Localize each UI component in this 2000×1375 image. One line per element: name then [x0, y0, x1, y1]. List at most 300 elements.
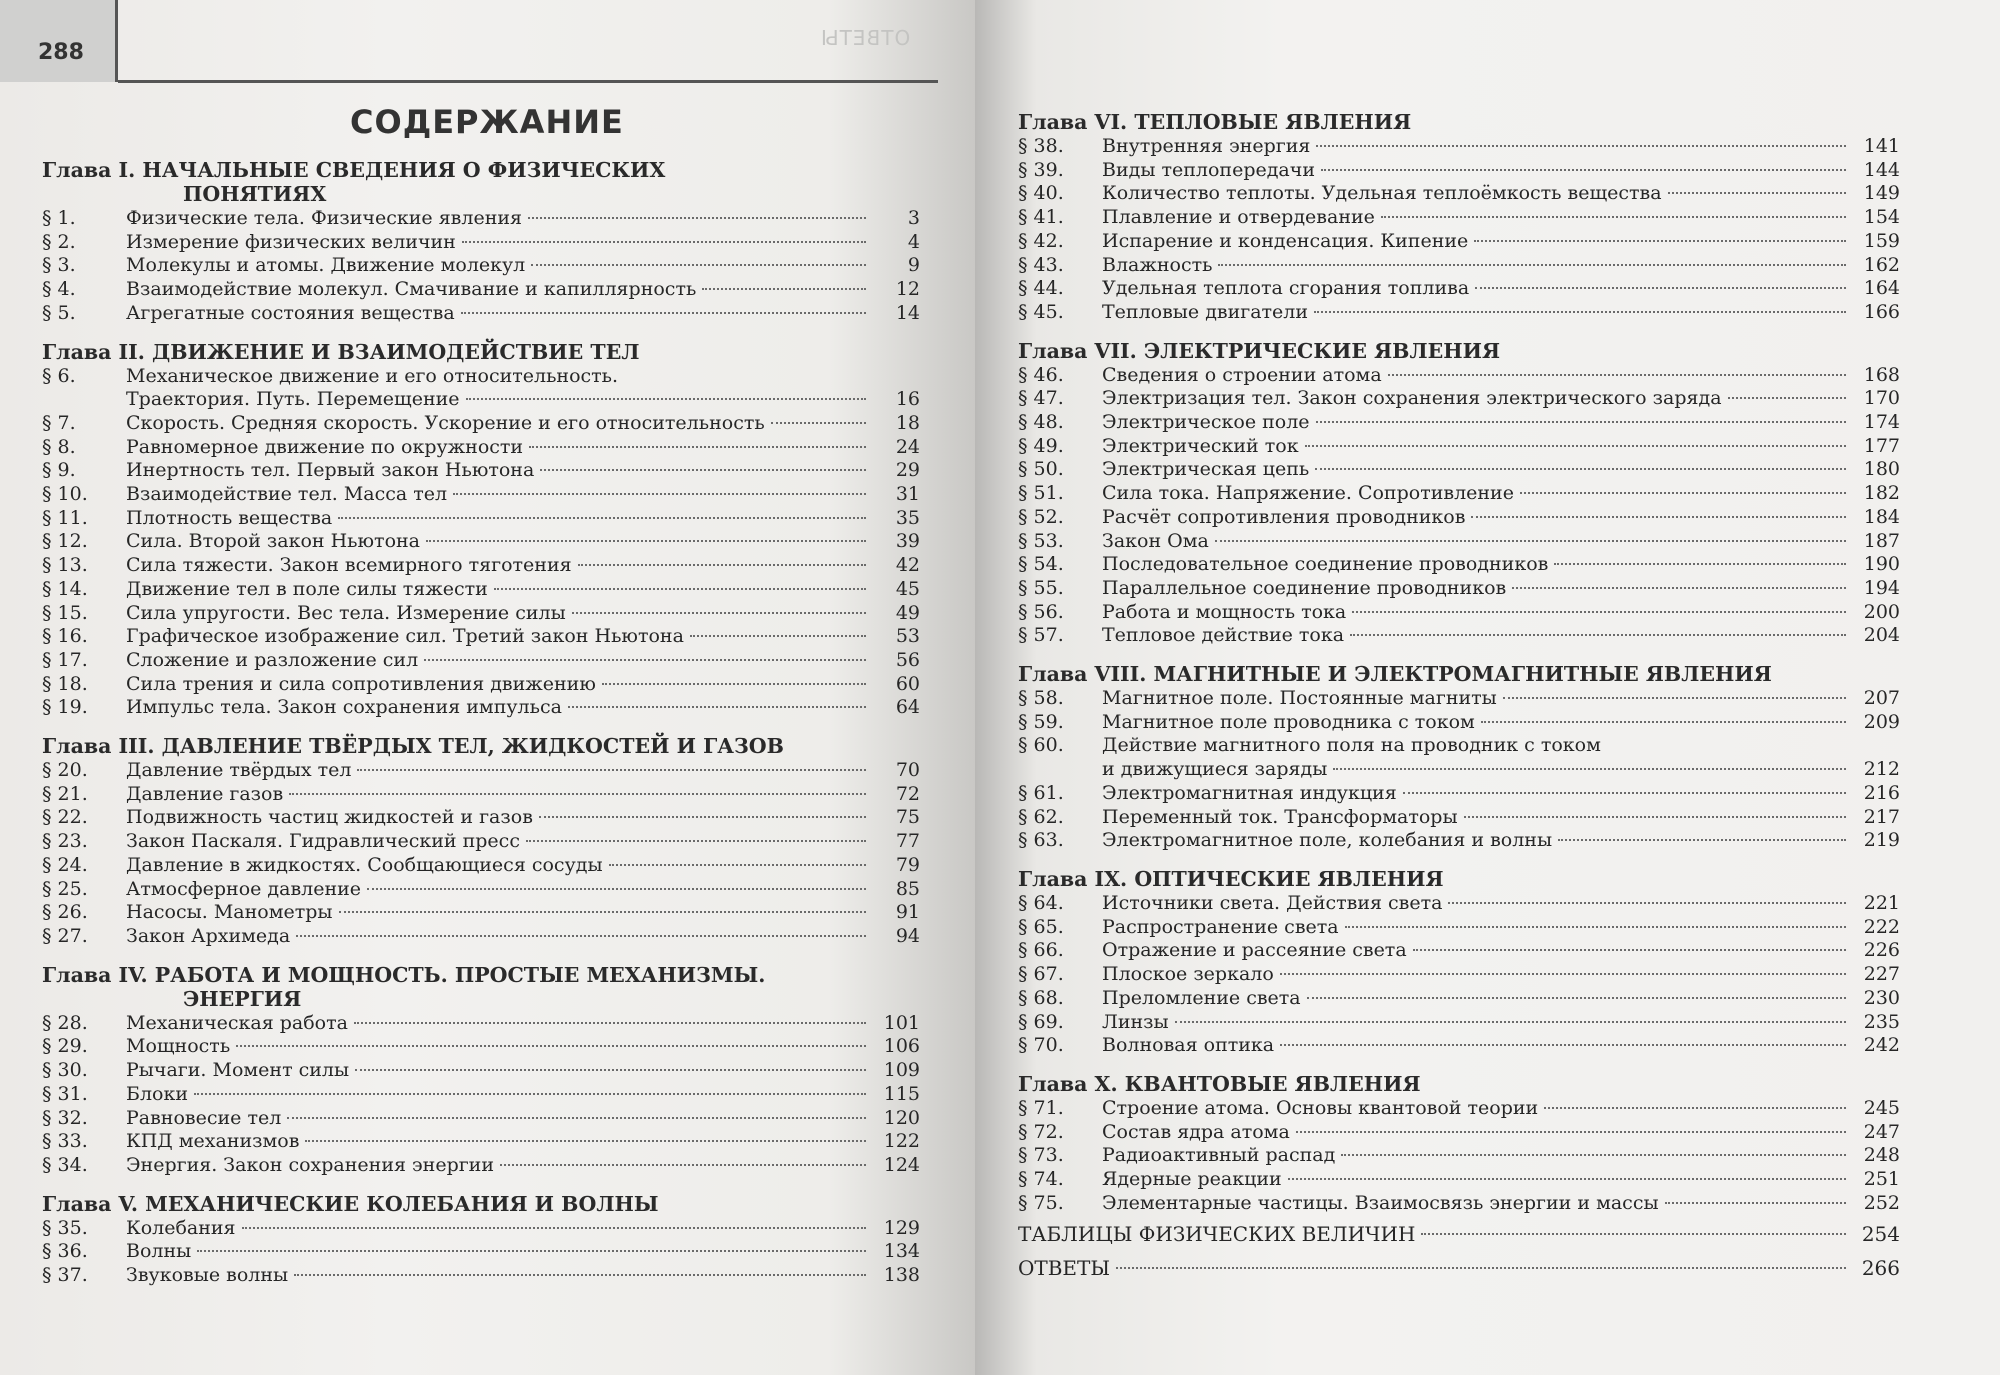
- chapter-title: Глава VII. ЭЛЕКТРИЧЕСКИЕ ЯВЛЕНИЯ: [1018, 338, 1501, 363]
- section-number: § 32.: [42, 1106, 88, 1129]
- dot-leader: [1544, 1107, 1846, 1109]
- page-ref: 115: [883, 1082, 920, 1105]
- toc-entry: [42, 649, 920, 673]
- dot-leader: [1352, 611, 1846, 613]
- page-ref: 247: [1863, 1120, 1900, 1143]
- page-ref: 245: [1863, 1096, 1900, 1119]
- chapter-heading: [42, 158, 920, 206]
- chapter-title-continued: ЭНЕРГИЯ: [183, 986, 302, 1011]
- toc-entry: [1018, 624, 1900, 648]
- section-title: Источники света. Действия света: [1102, 891, 1443, 914]
- dot-leader: [339, 911, 866, 913]
- section-title: Волновая оптика: [1102, 1034, 1275, 1057]
- toc-entry: [1018, 1144, 1900, 1168]
- toc-entry: [42, 1107, 920, 1131]
- dot-leader: [1481, 721, 1846, 723]
- section-title: Распространение света: [1102, 915, 1339, 938]
- page-ref: 184: [1863, 505, 1900, 528]
- section-number: § 7.: [42, 411, 76, 434]
- page-ref: 209: [1863, 710, 1900, 733]
- backmatter-title: ОТВЕТЫ: [1018, 1256, 1111, 1281]
- dot-leader: [1668, 192, 1846, 194]
- section-number: § 45.: [1018, 300, 1064, 323]
- page-ref: 49: [895, 601, 920, 624]
- page-ref: 122: [883, 1130, 920, 1153]
- chapter-title: Глава X. КВАНТОВЫЕ ЯВЛЕНИЯ: [1018, 1071, 1421, 1096]
- toc-entry: [1018, 159, 1900, 183]
- left-page: [0, 0, 975, 1375]
- toc-entry: [1018, 387, 1900, 411]
- section-number: § 54.: [1018, 553, 1064, 576]
- section-number: § 8.: [42, 435, 76, 458]
- section-number: § 37.: [42, 1264, 88, 1287]
- page-ref: 217: [1863, 805, 1900, 828]
- toc-entry: [1018, 987, 1900, 1011]
- header-rule: [118, 80, 938, 83]
- dot-leader: [1464, 816, 1846, 818]
- toc-entry: [1018, 601, 1900, 625]
- section-title: Атмосферное давление: [126, 877, 362, 900]
- toc-entry: [42, 901, 920, 925]
- dot-leader: [1218, 264, 1846, 266]
- section-number: § 63.: [1018, 829, 1064, 852]
- section-number: § 73.: [1018, 1144, 1064, 1167]
- dot-leader: [1307, 997, 1846, 999]
- chapter-heading: [42, 340, 920, 364]
- section-title: Мощность: [126, 1035, 231, 1058]
- section-title: Импульс тела. Закон сохранения импульса: [126, 696, 562, 719]
- section-number: § 43.: [1018, 253, 1064, 276]
- page-ref: 216: [1863, 781, 1900, 804]
- dot-leader: [1280, 973, 1846, 975]
- dot-leader: [1350, 634, 1846, 636]
- toc-entry: [1018, 506, 1900, 530]
- dot-leader: [287, 1117, 866, 1119]
- section-number: § 15.: [42, 601, 88, 624]
- dot-leader: [1512, 587, 1846, 589]
- page-ref: 168: [1863, 363, 1900, 386]
- page-ref: 35: [895, 506, 920, 529]
- section-number: § 74.: [1018, 1168, 1064, 1191]
- section-number: § 14.: [42, 577, 88, 600]
- toc-entry: [1018, 435, 1900, 459]
- section-title: Рычаги. Момент силы: [126, 1059, 350, 1082]
- dot-leader: [1503, 697, 1846, 699]
- chapter-title-continued: ПОНЯТИЯХ: [183, 182, 327, 206]
- page-ref: 166: [1863, 300, 1900, 323]
- section-number: § 49.: [1018, 434, 1064, 457]
- section-title: Закон Паскаля. Гидравлический пресс: [126, 830, 520, 853]
- section-title: Удельная теплота сгорания топлива: [1102, 277, 1470, 300]
- page-ref: 138: [883, 1264, 920, 1287]
- page-ref: 242: [1863, 1034, 1900, 1057]
- section-title: Давление твёрдых тел: [126, 759, 352, 782]
- dot-leader: [1333, 768, 1846, 770]
- page-ref: 109: [883, 1059, 920, 1082]
- section-title: Параллельное соединение проводников: [1102, 576, 1507, 599]
- bleed-through-header: ОТВЕТЫ: [820, 26, 911, 50]
- toc-entry: [1018, 687, 1900, 711]
- section-number: § 4.: [42, 278, 76, 301]
- toc-entry: [1018, 411, 1900, 435]
- page-ref: 134: [883, 1240, 920, 1263]
- page-ref: 187: [1863, 529, 1900, 552]
- page-ref: 162: [1863, 253, 1900, 276]
- page-ref: 14: [895, 301, 920, 324]
- toc-entry: [1018, 301, 1900, 325]
- toc-entry: [1018, 364, 1900, 388]
- dot-leader: [1403, 792, 1846, 794]
- toc-entry: [1018, 135, 1900, 159]
- dot-leader: [462, 241, 866, 243]
- dot-leader: [338, 517, 866, 519]
- chapter-heading: [42, 1192, 920, 1216]
- dot-leader: [1558, 839, 1846, 841]
- dot-leader: [466, 398, 866, 400]
- dot-leader: [461, 312, 866, 314]
- dot-leader: [424, 659, 866, 661]
- section-number: § 29.: [42, 1035, 88, 1058]
- dot-leader: [1421, 1233, 1846, 1235]
- section-number: § 26.: [42, 901, 88, 924]
- page-ref: 42: [895, 554, 920, 577]
- toc-entry: [1018, 916, 1900, 940]
- page-ref: 12: [895, 278, 920, 301]
- section-title: Физические тела. Физические явления: [126, 207, 523, 229]
- page-ref: 72: [895, 782, 920, 805]
- dot-leader: [1288, 1178, 1846, 1180]
- toc-entry: [42, 1217, 920, 1241]
- dot-leader: [528, 217, 866, 219]
- dot-leader: [1296, 1131, 1846, 1133]
- toc-entry: [1018, 277, 1900, 301]
- toc-heading: СОДЕРЖАНИЕ: [350, 103, 624, 141]
- toc-entry: [42, 278, 920, 302]
- section-title: Действие магнитного поля на проводник с током: [1102, 734, 1601, 757]
- dot-leader: [702, 288, 866, 290]
- page-ref: 53: [895, 625, 920, 648]
- page-ref: 164: [1863, 277, 1900, 300]
- page-ref: 45: [895, 577, 920, 600]
- dot-leader: [526, 840, 866, 842]
- page-ref: 226: [1863, 939, 1900, 962]
- toc-entry: [1018, 806, 1900, 830]
- page-number: 288: [38, 40, 84, 65]
- toc-entry: [1018, 1192, 1900, 1216]
- page-ref: 194: [1863, 576, 1900, 599]
- page-ref: 180: [1863, 458, 1900, 481]
- page-ref: 77: [895, 830, 920, 853]
- dot-leader: [1215, 540, 1846, 542]
- section-title: Закон Архимеда: [126, 924, 291, 947]
- toc-entry-continuation: [1018, 758, 1900, 782]
- toc-entry: [42, 1240, 920, 1264]
- dot-leader: [1175, 1021, 1846, 1023]
- dot-leader: [1345, 926, 1846, 928]
- dot-leader: [1321, 169, 1846, 171]
- section-number: § 64.: [1018, 891, 1064, 914]
- toc-entry: [1018, 230, 1900, 254]
- section-title: КПД механизмов: [126, 1130, 300, 1153]
- section-title: Последовательное соединение проводников: [1102, 553, 1549, 576]
- toc-entry: [1018, 482, 1900, 506]
- dot-leader: [305, 1140, 866, 1142]
- toc-entry: [42, 759, 920, 783]
- page-ref: 3: [907, 207, 920, 229]
- section-number: § 6.: [42, 364, 76, 387]
- page-ref: 149: [1863, 182, 1900, 205]
- section-title: Давление газов: [126, 782, 284, 805]
- dot-leader: [197, 1250, 866, 1252]
- dot-leader: [531, 264, 866, 266]
- page-ref: 221: [1863, 891, 1900, 914]
- section-title: Скорость. Средняя скорость. Ускорение и его относительность: [126, 411, 765, 434]
- section-title: Равновесие тел: [126, 1106, 282, 1129]
- page-ref: 85: [895, 877, 920, 900]
- toc-entry: [42, 231, 920, 255]
- section-title: Сведения о строении атома: [1102, 363, 1382, 386]
- chapter-title: Глава IX. ОПТИЧЕСКИЕ ЯВЛЕНИЯ: [1018, 866, 1444, 891]
- chapter-heading: [1018, 1072, 1900, 1096]
- page-ref: 79: [895, 853, 920, 876]
- section-number: § 35.: [42, 1216, 88, 1239]
- section-number: § 69.: [1018, 1010, 1064, 1033]
- section-title: Волны: [126, 1240, 192, 1263]
- section-title: Механическое движение и его относительность.: [126, 364, 619, 387]
- page-ref: 70: [895, 759, 920, 782]
- section-number: § 42.: [1018, 229, 1064, 252]
- dot-leader: [609, 864, 866, 866]
- section-title: Давление в жидкостях. Сообщающиеся сосуды: [126, 853, 603, 876]
- page-ref: 159: [1863, 229, 1900, 252]
- page-ref: 124: [883, 1153, 920, 1176]
- section-title: Энергия. Закон сохранения энергии: [126, 1153, 495, 1176]
- section-number: § 39.: [1018, 158, 1064, 181]
- page-ref: 177: [1863, 434, 1900, 457]
- dot-leader: [1520, 492, 1846, 494]
- toc-right-column: [1018, 110, 1900, 1283]
- page-ref: 212: [1863, 758, 1900, 781]
- section-title: Сложение и разложение сил: [126, 648, 419, 671]
- page-ref: 129: [883, 1216, 920, 1239]
- toc-entry: [1018, 553, 1900, 577]
- backmatter-title: ТАБЛИЦЫ ФИЗИЧЕСКИХ ВЕЛИЧИН: [1018, 1222, 1416, 1247]
- page-ref: 75: [895, 806, 920, 829]
- dot-leader: [1381, 216, 1846, 218]
- page-ref: 141: [1863, 135, 1900, 157]
- dot-leader: [1554, 563, 1846, 565]
- section-number: § 36.: [42, 1240, 88, 1263]
- section-number: § 5.: [42, 301, 76, 324]
- toc-entry: [42, 436, 920, 460]
- section-title: Колебания: [126, 1216, 236, 1239]
- toc-entry: [42, 1130, 920, 1154]
- section-number: § 41.: [1018, 206, 1064, 229]
- section-number: § 38.: [1018, 135, 1064, 157]
- section-title-continued: Траектория. Путь. Перемещение: [126, 388, 460, 411]
- section-title: Блоки: [126, 1082, 189, 1105]
- toc-entry: [42, 673, 920, 697]
- page-ref: 16: [895, 388, 920, 411]
- section-number: § 25.: [42, 877, 88, 900]
- section-title: Состав ядра атома: [1102, 1120, 1290, 1143]
- section-number: § 18.: [42, 672, 88, 695]
- toc-entry: [1018, 734, 1900, 758]
- section-number: § 17.: [42, 648, 88, 671]
- section-title: Электрический ток: [1102, 434, 1299, 457]
- section-title: Сила трения и сила сопротивления движению: [126, 672, 596, 695]
- dot-leader: [690, 635, 866, 637]
- section-number: § 58.: [1018, 687, 1064, 710]
- page-ref: 31: [895, 483, 920, 506]
- page-ref: 252: [1863, 1191, 1900, 1214]
- section-number: § 21.: [42, 782, 88, 805]
- right-page: [975, 0, 2000, 1375]
- toc-entry: [1018, 1168, 1900, 1192]
- section-title: Тепловые двигатели: [1102, 300, 1309, 323]
- page-ref: 106: [883, 1035, 920, 1058]
- toc-entry: [1018, 182, 1900, 206]
- toc-entry: [1018, 1097, 1900, 1121]
- section-number: § 48.: [1018, 411, 1064, 434]
- section-title: Электрическое поле: [1102, 411, 1310, 434]
- page-ref: 154: [1863, 206, 1900, 229]
- section-title: Отражение и рассеяние света: [1102, 939, 1407, 962]
- toc-entry: [42, 1035, 920, 1059]
- dot-leader: [1315, 468, 1846, 470]
- toc-entry: [42, 783, 920, 807]
- section-title: Тепловое действие тока: [1102, 624, 1345, 647]
- section-title: Равномерное движение по окружности: [126, 435, 524, 458]
- chapter-title: Глава IV. РАБОТА И МОЩНОСТЬ. ПРОСТЫЕ МЕХАНИЗМЫ.: [42, 962, 766, 987]
- section-title: Молекулы и атомы. Движение молекул: [126, 254, 526, 277]
- section-title: Ядерные реакции: [1102, 1168, 1282, 1191]
- page-ref: 227: [1863, 963, 1900, 986]
- dot-leader: [1728, 397, 1846, 399]
- chapter-title: Глава VIII. МАГНИТНЫЕ И ЭЛЕКТРОМАГНИТНЫЕ ЯВЛЕНИЯ: [1018, 662, 1772, 687]
- toc-entry: [1018, 1034, 1900, 1058]
- toc-entry: [1018, 458, 1900, 482]
- page-ref: 29: [895, 459, 920, 482]
- section-number: § 20.: [42, 759, 88, 782]
- dot-leader: [500, 1164, 866, 1166]
- toc-entry: [1018, 963, 1900, 987]
- section-number: § 16.: [42, 625, 88, 648]
- backmatter-entry: [1018, 1253, 1900, 1283]
- section-number: § 59.: [1018, 710, 1064, 733]
- dot-leader: [494, 588, 866, 590]
- section-number: § 22.: [42, 806, 88, 829]
- section-title: Работа и мощность тока: [1102, 600, 1347, 623]
- section-number: § 50.: [1018, 458, 1064, 481]
- dot-leader: [1116, 1267, 1846, 1269]
- section-title: Виды теплопередачи: [1102, 158, 1315, 181]
- section-number: § 66.: [1018, 939, 1064, 962]
- page-number-box: [0, 0, 118, 82]
- chapter-heading: [1018, 339, 1900, 363]
- page-ref: 18: [895, 411, 920, 434]
- page-ref: 24: [895, 435, 920, 458]
- toc-entry: [42, 806, 920, 830]
- section-title: Переменный ток. Трансформаторы: [1102, 805, 1458, 828]
- dot-leader: [294, 1274, 866, 1276]
- chapter-heading: [1018, 662, 1900, 686]
- toc-entry: [1018, 254, 1900, 278]
- page-ref: 56: [895, 648, 920, 671]
- section-title: Внутренняя энергия: [1102, 135, 1311, 157]
- section-title: Плавление и отвердевание: [1102, 206, 1375, 229]
- section-number: § 44.: [1018, 277, 1064, 300]
- dot-leader: [539, 816, 866, 818]
- chapter-title: Глава V. МЕХАНИЧЕСКИЕ КОЛЕБАНИЯ И ВОЛНЫ: [42, 1191, 659, 1216]
- dot-leader: [1316, 145, 1846, 147]
- section-title: Насосы. Манометры: [126, 901, 333, 924]
- section-title: Преломление света: [1102, 986, 1301, 1009]
- section-title: Количество теплоты. Удельная теплоёмкость вещества: [1102, 182, 1662, 205]
- section-number: § 62.: [1018, 805, 1064, 828]
- section-title: Магнитное поле проводника с током: [1102, 710, 1475, 733]
- section-number: § 60.: [1018, 734, 1064, 757]
- section-title: Электромагнитное поле, колебания и волны: [1102, 829, 1553, 852]
- section-title: Сила тока. Напряжение. Сопротивление: [1102, 482, 1514, 505]
- toc-entry: [1018, 892, 1900, 916]
- page-ref: 222: [1863, 915, 1900, 938]
- section-title: Движение тел в поле силы тяжести: [126, 577, 488, 600]
- dot-leader: [1665, 1202, 1846, 1204]
- section-title: Влажность: [1102, 253, 1213, 276]
- page-ref: 204: [1863, 624, 1900, 647]
- dot-leader: [578, 564, 866, 566]
- section-number: § 53.: [1018, 529, 1064, 552]
- chapter-title: Глава I. НАЧАЛЬНЫЕ СВЕДЕНИЯ О ФИЗИЧЕСКИХ: [42, 158, 666, 182]
- dot-leader: [1314, 311, 1846, 313]
- section-title: Графическое изображение сил. Третий закон Ньютона: [126, 625, 684, 648]
- toc-entry: [1018, 829, 1900, 853]
- page-ref: 182: [1863, 482, 1900, 505]
- dot-leader: [1341, 1154, 1846, 1156]
- section-number: § 10.: [42, 483, 88, 506]
- toc-entry: [42, 1264, 920, 1288]
- section-number: § 24.: [42, 853, 88, 876]
- section-number: § 51.: [1018, 482, 1064, 505]
- toc-entry: [42, 412, 920, 436]
- page-ref: 64: [895, 696, 920, 719]
- section-number: § 61.: [1018, 781, 1064, 804]
- chapter-heading: [42, 963, 920, 1011]
- dot-leader: [355, 1069, 866, 1071]
- section-number: § 11.: [42, 506, 88, 529]
- dot-leader: [236, 1045, 866, 1047]
- section-number: § 67.: [1018, 963, 1064, 986]
- section-title: Механическая работа: [126, 1011, 348, 1034]
- page-ref: 200: [1863, 600, 1900, 623]
- toc-entry: [42, 1012, 920, 1036]
- toc-entry: [1018, 939, 1900, 963]
- page-ref: 170: [1863, 387, 1900, 410]
- toc-entry: [42, 602, 920, 626]
- page-ref: 4: [907, 230, 920, 253]
- dot-leader: [771, 422, 866, 424]
- dot-leader: [572, 612, 866, 614]
- dot-leader: [568, 706, 866, 708]
- section-title: Звуковые волны: [126, 1264, 289, 1287]
- section-number: § 71.: [1018, 1096, 1064, 1119]
- chapter-title: Глава VI. ТЕПЛОВЫЕ ЯВЛЕНИЯ: [1018, 110, 1412, 134]
- section-number: § 46.: [1018, 363, 1064, 386]
- dot-leader: [1388, 374, 1846, 376]
- toc-entry: [42, 459, 920, 483]
- page-ref: 9: [907, 254, 920, 277]
